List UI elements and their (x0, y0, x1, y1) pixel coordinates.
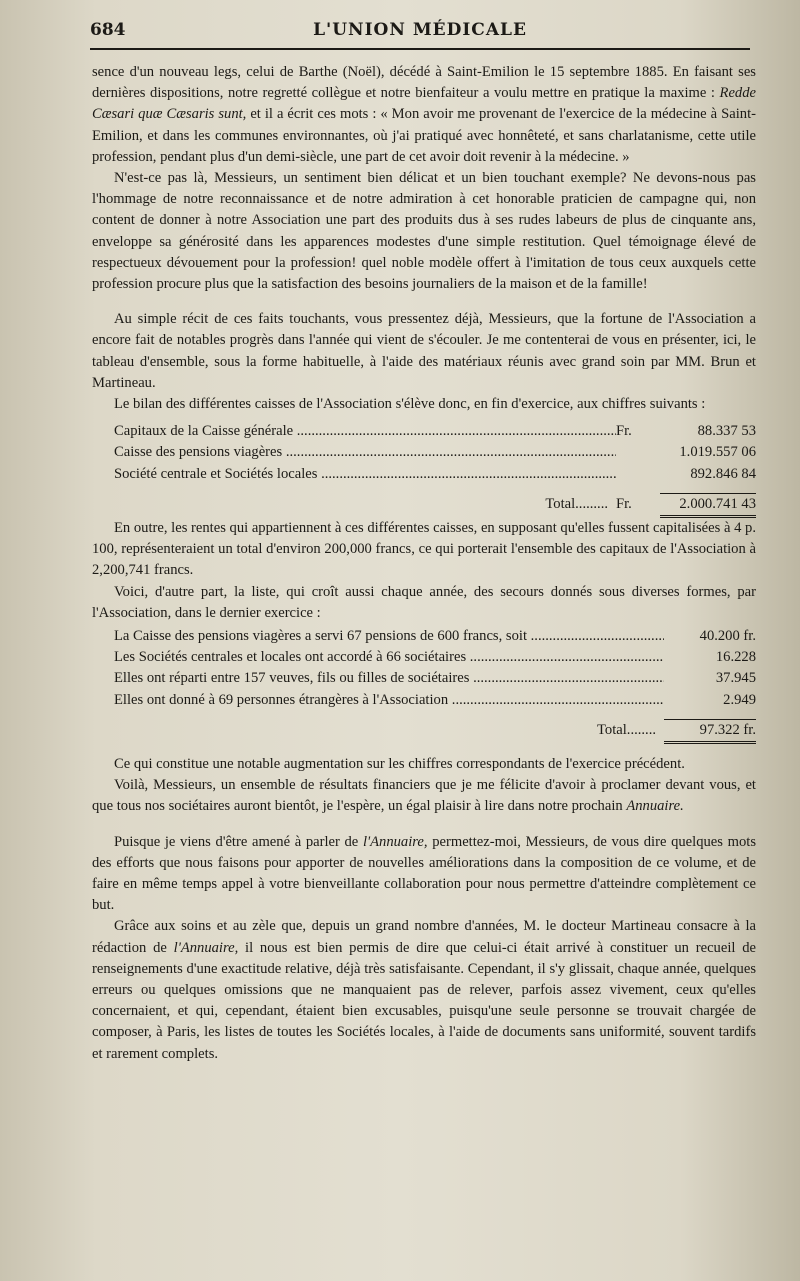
ledger-total-label: Total......... (545, 495, 608, 512)
aid-total-amount: 97.322 fr. (664, 719, 756, 744)
ledger-total-row (114, 493, 756, 514)
aid-total-label: Total........ (597, 721, 656, 738)
running-title: L'UNION MÉDICALE (313, 20, 527, 40)
ledger-row (114, 421, 756, 442)
aid-ledger (114, 626, 756, 740)
paragraph-balance-intro: Le bilan des différentes caisses de l'Association s'élève donc, en fin d'exercice, aux chiffres suivants : (114, 396, 706, 413)
aid-amount: 16.228 (715, 649, 756, 666)
text-run: et il a écrit ces mots : « Mon avoir me provenant de l'exercice de la médecine à Saint-Emilion, et dans les communes environnantes, où j'ai pratiqué avec honnêteté, et sans charlatanisme, cette utile profession, pendant plus d'un demi-siècle, une part de cet avoir doit revenir à la médecine. » (92, 106, 756, 165)
aid-label: Elles ont réparti entre 157 veuves, fils ou filles de sociétaires ..... (114, 668, 664, 689)
paragraph-rentes: En outre, les rentes qui appartiennent à ces différentes caisses, en supposant qu'elles fussent capitalisées à 4 p. 100, représenteraient un total d'environ 200,000 francs, ce qui porterait l'ensemble des capitaux de l'Association à 2,200,741 francs. (92, 520, 756, 579)
paragraph-example: N'est-ce pas là, Messieurs, un sentiment bien délicat et un bien touchant exemple? Ne devons-nous pas l'hommage de notre reconnaissance et de notre admiration à cet honorable praticien de campagne qui, non content de donner à notre Association une part des produits dus à ses rudes labeurs de plus de cinquante ans, enveloppe sa générosité dans les apparences modestes d'une simple restitution. Quel témoignage élevé de respectueux dévouement pour la profession! quel noble modèle offert à l'imitation de tous ceux auxquels cette profession procure plus que la satisfaction des besoins journaliers de la maison et de la famille! (92, 170, 756, 293)
aid-row (114, 626, 756, 647)
ledger-amount: 1.019.557 06 (679, 444, 756, 461)
paragraph-aid-intro: Voici, d'autre part, la liste, qui croît aussi chaque année, des secours donnés sous diverses formes, par l'Association, dans le dernier exercice : (92, 583, 756, 621)
aid-amount: 2.949 (723, 691, 756, 708)
annuaire-title: l'Annuaire, (173, 939, 239, 956)
paragraph-legacy (92, 62, 756, 168)
ledger-amount: 88.337 53 (697, 423, 756, 440)
aid-label: Elles ont donné à 69 personnes étrangères à l'Association ..... (114, 690, 664, 711)
ledger-label: Capitaux de la Caisse générale ..... (114, 421, 616, 442)
text-run: Voilà, Messieurs, un ensemble de résultats financiers que je me félicite d'avoir à proclamer devant vous, et que tous nos sociétaires auront bientôt, je l'espère, un égal plaisir à lire dans notre prochain (92, 777, 756, 815)
aid-row (114, 690, 756, 711)
paragraph-annuaire (92, 832, 756, 917)
ledger-row (114, 464, 756, 485)
paragraph-augmentation: Ce qui constitue une notable augmentation sur les chiffres correspondants de l'exercice précédent. (114, 755, 685, 772)
text-run: Grâce aux soins et au zèle que, depuis un grand nombre d'années, M. le docteur Martineau consacre à la rédaction de (92, 918, 756, 956)
ledger-currency: Fr. (616, 423, 632, 440)
ledger-amount: 892.846 84 (690, 465, 756, 482)
annuaire-title: Annuaire. (626, 798, 684, 815)
ledger-row (114, 442, 756, 463)
aid-row (114, 668, 756, 689)
paragraph-martineau (92, 916, 756, 1064)
ledger-total-amount: 2.000.741 43 (660, 493, 756, 518)
text-run: permettez-moi, Messieurs, de vous dire quelques mots des efforts que nous faisons pour apporter de nouvelles améliorations dans la composition de ce volume, et de faire en même temps appel à votre bienveillante collaboration pour nous permettre d'atteindre complètement ce but. (92, 833, 756, 914)
page-header (90, 18, 750, 50)
text-run: il nous est bien permis de dire que celui-ci était arrivé à constituer un recueil de renseignements d'une exactitude relative, déjà très satisfaisante. Cependant, il s'y glissait, chaque année, quelques erreurs ou quelques omissions que ne manquaient pas de relever, parfois assez vivement, ceux qu'elles concernaient, et qui, cependant, étaient bien excusables, puisqu'une seule personne se trouvait chargée de composer, à Paris, les listes de toutes les Sociétés locales, à l'aide de documents sans uniformité, souvent tardifs et rarement complets. (92, 939, 756, 1062)
aid-label: La Caisse des pensions viagères a servi 67 pensions de 600 francs, soit ..... (114, 626, 664, 647)
paragraph-results (92, 775, 756, 817)
ledger-label: Caisse des pensions viagères ..... (114, 442, 616, 463)
annuaire-title: l'Annuaire, (362, 833, 428, 850)
aid-label: Les Sociétés centrales et locales ont accordé à 66 sociétaires ..... (114, 647, 664, 668)
paragraph-fortune: Au simple récit de ces faits touchants, vous pressentez déjà, Messieurs, que la fortune de l'Association a encore fait de notables progrès dans l'année qui vient de s'écouler. Je me contenterai de vous en présenter, ici, le tableau d'ensemble, sous la forme habituelle, à l'aide des matériaux réunis avec grand soin par MM. Brun et Martineau. (92, 311, 756, 391)
body-text (92, 62, 756, 1065)
aid-amount: 37.945 (715, 670, 756, 687)
aid-total-row (114, 719, 756, 740)
aid-row (114, 647, 756, 668)
ledger-label: Société centrale et Sociétés locales ..... (114, 464, 616, 485)
aid-amount: 40.200 fr. (699, 628, 756, 645)
page-number: 684 (90, 20, 126, 40)
latin-maxim: Redde Cæsari quæ Cæsaris sunt, (92, 85, 756, 123)
text-run: sence d'un nouveau legs, celui de Barthe (Noël), décédé à Saint-Emilion le 15 septembre 1885. En faisant ses dernières dispositions, notre regretté collègue et notre bienfaiteur a voulu mettre en pratique la maxime : (92, 64, 756, 102)
ledger-total-currency: Fr. (616, 495, 632, 512)
balance-ledger (114, 421, 756, 514)
text-run: Puisque je viens d'être amené à parler de (114, 833, 363, 850)
